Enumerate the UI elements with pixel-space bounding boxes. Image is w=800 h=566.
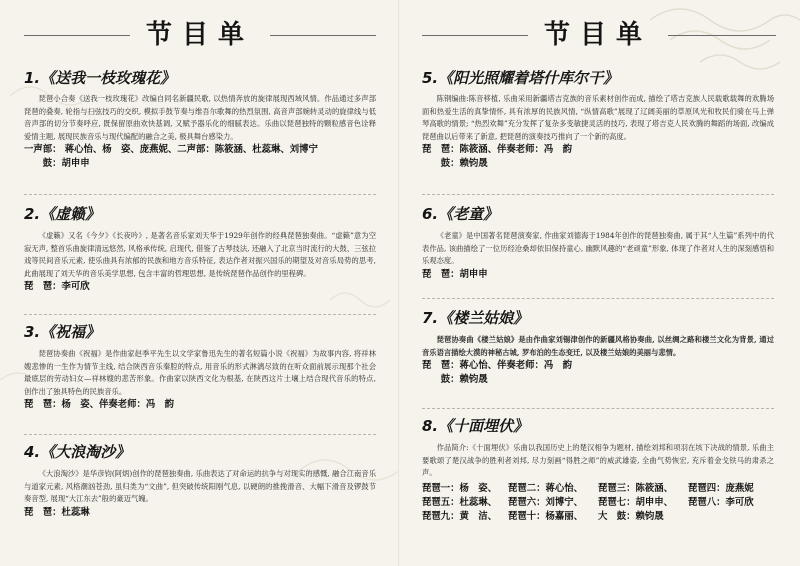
header-rule-right — [270, 35, 376, 36]
performer-cell: 琵琶十：杨嘉丽、 — [508, 510, 584, 522]
section-divider — [24, 434, 376, 435]
performer-cell: 大 鼓：赖钧晟 — [598, 510, 664, 522]
program-title: 8.《十面埋伏》 — [422, 417, 529, 435]
program-description: 琵琶协奏曲《祝福》是作曲家赵季平先生以文学家鲁迅先生的著名短篇小说《祝福》为故事内容, 将祥林嫂悲惨的一生作为情节主线, 结合陕西音乐秦腔的特点, 用音乐的形式淋漓尽致的在听众面前展示现那个社会最底层的劳动妇女—祥林嫂的悲苦形象。作曲家以陕西文化为根基, 在陕西这片土壤上结合现代音乐的特点, 创作出了独具特色的民族音乐。 — [24, 349, 376, 396]
program-item-2 — [24, 204, 376, 294]
program-title-right: 节目单 — [543, 20, 652, 50]
performer-cell: 琵琶八：李可欣 — [688, 496, 754, 508]
performer-line: 琵 琶：蒋心怡、伴奏老师：冯 韵 — [422, 360, 573, 372]
performer-line: 鼓：赖钧晟 — [422, 374, 488, 386]
performer-grid — [422, 482, 774, 524]
section-divider — [422, 298, 774, 299]
program-page-right — [400, 0, 800, 566]
performer-cell — [688, 510, 774, 524]
performer-row — [422, 496, 774, 510]
program-header-right — [400, 14, 800, 50]
performer-line: 琵 琶：李可欣 — [24, 281, 90, 293]
program-title: 2.《虚籁》 — [24, 205, 101, 223]
performer-cell: 琵琶四：庞燕妮 — [688, 482, 754, 494]
program-item-7 — [422, 308, 774, 387]
program-description: 琵琶小合奏《送我一枝玫瑰花》改编自同名新疆民歌, 以热情奔放的旋律展现西域风情。作品通过多声部琵琶的叠奏, 轮指与扫弦技巧的交织, 模拟手鼓节奏与维吾尔歌舞的热烈氛围, 高音声部婉转灵动的旋律线与低音声部的切分节奏呼应, 既保留原曲欢快基调, 又赋予器乐化的细腻表达。乐曲以琵琶独特的颗粒感音色诠释爱情主题, 展现民族音乐与现代编配的融合之美, 极具舞台感染力。 — [24, 94, 376, 141]
program-description: 《虚籁》又名《今夕》《长夜吟》, 是著名音乐家刘天华于1929年创作的经典琵琶独奏曲。“虚籁”意为空寂无声, 整首乐曲旋律清远悠然, 风格承传统, 启现代, 借鉴了古琴技法, 还融入了北京当时流行的大鼓、三弦拉戏等民间音乐元素, 使乐曲具有浓郁的民族和地方音乐特征, 表达作者对振兴国乐的期望及对音乐局势的思考, 此曲展现了刘天华的音乐美学思想, 包含丰富的哲理思想, 是传统琵琶作品创作的里程碑。 — [24, 231, 376, 278]
program-title: 5.《阳光照耀着塔什库尔干》 — [422, 69, 619, 87]
performer-line: 鼓：胡申申 — [24, 158, 90, 170]
program-item-3 — [24, 322, 376, 412]
performer-line: 琵 琶：杨 姿、伴奏老师：冯 韵 — [24, 399, 175, 411]
performer-line: 一声部： 蒋心怡、杨 姿、庞燕妮、二声部：陈筱涵、杜蕊琳、刘博宁 — [24, 144, 318, 156]
program-description: 琵琶协奏曲《楼兰姑娘》是由作曲家刘锡津创作的新疆风格协奏曲, 以丝绸之路和楼兰文化为背景, 通过音乐语言描绘大漠的神秘古城, 罗布泊的生态变迁, 以及楼兰姑娘的美丽与悲情。 — [422, 335, 774, 357]
program-description: 作品简介:《十面埋伏》乐曲以我国历史上的楚汉相争为题材, 描绘刘邦和项羽在垓下决战的情景, 乐曲主要歌颂了楚汉战争的胜利者刘邦, 尽力刻画“得胜之师”的威武雄姿, 全曲气势恢宏, 充斥着金戈铁马的肃杀之声。 — [422, 443, 774, 478]
program-item-4 — [24, 442, 376, 520]
program-item-1 — [24, 68, 376, 171]
performer-cell: 琵琶五：杜蕊琳、 — [422, 496, 498, 508]
section-divider — [422, 194, 774, 195]
performer-cell: 琵琶七：胡申申、 — [598, 496, 674, 508]
performer-row — [422, 482, 774, 496]
performer-cell: 琵琶三：陈筱涵、 — [598, 482, 674, 494]
section-divider — [422, 408, 774, 409]
program-title: 4.《大浪淘沙》 — [24, 443, 131, 461]
program-title: 3.《祝福》 — [24, 323, 101, 341]
header-rule-left — [24, 35, 130, 36]
program-title-left: 节目单 — [145, 20, 254, 50]
program-title: 1.《送我一枝玫瑰花》 — [24, 69, 176, 87]
performer-cell: 琵琶一：杨 姿、 — [422, 482, 498, 494]
header-rule-right — [668, 35, 776, 36]
program-title: 7.《楼兰姑娘》 — [422, 309, 529, 327]
section-divider — [24, 194, 376, 195]
section-divider — [24, 314, 376, 315]
performer-cell: 琵琶二：蒋心怡、 — [508, 482, 584, 494]
performer-row — [422, 510, 774, 524]
performer-line: 琵 琶：杜蕊琳 — [24, 506, 90, 518]
program-item-8 — [422, 416, 774, 524]
performer-cell: 琵琶六：刘博宁、 — [508, 496, 584, 508]
performer-line: 琵 琶：陈筱涵、伴奏老师：冯 韵 — [422, 144, 573, 156]
program-header-left — [0, 14, 400, 50]
program-description: 《老童》是中国著名琵琶演奏家, 作曲家刘德海于1984年创作的琵琶独奏曲, 属于其“人生篇”系列中的代表作品, 该曲描绘了一位历经沧桑却依旧保持童心, 幽默风趣的“老顽童”形象, 体现了作者对人生的深刻感悟和乐观态度。 — [422, 231, 774, 266]
header-rule-left — [422, 35, 528, 36]
program-description: 《大浪淘沙》是华彦钧(阿炳)创作的琵琶独奏曲, 乐曲表达了对命运的抗争与对现实的感慨, 融合江南音乐与道家元素, 风格潮汹苍劲, 虽归类为“文曲”, 但突破传统阳刚气息, 以硬朗的推挽滑音、大幅下滑音及锣鼓节奏音型, 展现“大江东去”般的豪迈气魄。 — [24, 469, 376, 504]
program-description: 陈钢编曲:陈音移植, 乐曲采用新疆塔吉克族的音乐素材创作而成, 描绘了塔吉克族人民载歌载舞的欢腾场面和热爱生活的真挚情怀, 具有浓厚的民族风情, “纵情高歌”展现了辽阔美丽的草原风光和牧民们骑在马上弹琴高歌的情景; “热烈欢舞”充分发挥了复杂多变敏捷灵活的技巧, 表现了塔吉克人民欢腾的舞蹈的场面, 改编成琵琶曲以后带来了新意, 把琵琶的演奏技巧推向了一个新的高度。 — [422, 94, 774, 141]
program-item-5 — [422, 68, 774, 171]
program-item-6 — [422, 204, 774, 282]
performer-line: 鼓：赖钧晟 — [422, 158, 488, 170]
program-title: 6.《老童》 — [422, 205, 499, 223]
performer-line: 琵 琶：胡申申 — [422, 268, 488, 280]
performer-cell: 琵琶九：黄 洁、 — [422, 510, 498, 522]
